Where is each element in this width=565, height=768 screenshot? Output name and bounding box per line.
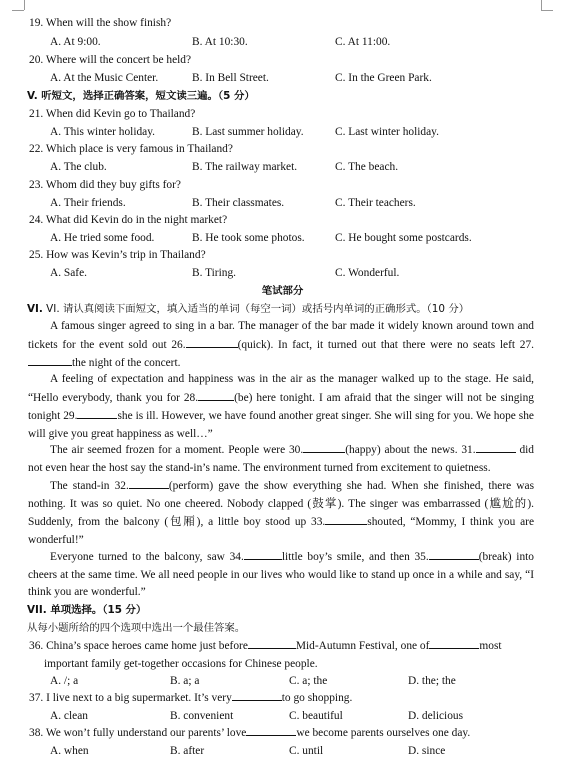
option-c: C. Wonderful.: [335, 267, 400, 279]
options-21: [0, 123, 565, 141]
blank-38[interactable]: [246, 724, 296, 736]
blank-28[interactable]: [198, 389, 234, 401]
option-c: C. beautiful: [289, 710, 343, 722]
option-c: C. He bought some postcards.: [335, 232, 472, 244]
option-b: B. a; a: [170, 675, 200, 687]
option-a: A. This winter holiday.: [50, 126, 156, 138]
option-a: A. At the Music Center.: [50, 72, 159, 84]
option-b: B. Their classmates.: [192, 197, 285, 209]
blank-30[interactable]: [303, 441, 345, 453]
options-22: [0, 158, 565, 176]
blank-33[interactable]: [325, 513, 367, 525]
section-vii-instructions: 从每小题所给的四个选项中选出一个最佳答案。: [27, 622, 246, 634]
written-part-title: 笔试部分: [261, 285, 304, 297]
passage-paragraph-1: A famous singer agreed to sing in a bar. The manager of the bar made it widely known around town and tickets for the event sold out 26. (quick). In fact, it turned out that there were no seats left 27.the night of the concert.: [28, 320, 535, 370]
option-c: C. At 11:00.: [335, 36, 391, 48]
option-c: C. until: [289, 745, 324, 757]
crop-mark-left-h: [12, 10, 24, 11]
option-a: A. Their friends.: [50, 197, 126, 209]
options-24: [0, 229, 565, 247]
option-c: C. The beach.: [335, 161, 399, 173]
section-v-title: V. 听短文，选择正确答案，短文读三遍。（5 分）: [27, 90, 255, 102]
options-20: [0, 69, 565, 87]
option-d: D. the; the: [408, 675, 456, 687]
passage-paragraph-5: Everyone turned to the balcony, saw 34. little boy’s smile, and then 35. (break) into cheers at the same time. We all need people in our lives who would like to stand up once in a while and say, “I think you are wonderful.”: [28, 548, 534, 602]
question-24: 24. What did Kevin do in the night market?: [29, 214, 228, 226]
passage-paragraph-3: The air seemed frozen for a moment. People were 30. (happy) about the news. 31. did not even hear the host say the stand-in’s name. The environment turned from excitement to quietness.: [28, 441, 534, 477]
question-36-line2: important family get-together occasions for Chinese people.: [44, 658, 318, 670]
options-38: [0, 742, 565, 760]
options-19: [0, 33, 565, 51]
option-c: C. a; the: [289, 675, 328, 687]
blank-31[interactable]: [476, 441, 516, 453]
option-d: D. delicious: [408, 710, 464, 722]
option-b: B. Tiring.: [192, 267, 237, 279]
crop-mark-right-h: [541, 10, 553, 11]
option-b: B. after: [170, 745, 205, 757]
options-36: [0, 672, 565, 690]
blank-27[interactable]: [28, 354, 72, 366]
section-vii-title: VII. 单项选择。（15 分）: [27, 604, 147, 616]
blank-29[interactable]: [77, 407, 117, 419]
blank-36b[interactable]: [429, 637, 479, 649]
blank-35[interactable]: [429, 548, 479, 560]
option-a: A. Safe.: [50, 267, 88, 279]
question-38: 38. We won’t fully understand our parents’ love we become parents ourselves one day.: [0, 724, 565, 742]
blank-26[interactable]: [186, 336, 238, 348]
option-c: C. In the Green Park.: [335, 72, 432, 84]
options-23: [0, 194, 565, 212]
option-a: A. The club.: [50, 161, 107, 173]
question-25: 25. How was Kevin’s trip in Thailand?: [29, 249, 206, 261]
crop-mark-left: [24, 0, 25, 10]
crop-mark-right: [541, 0, 542, 10]
option-a: A. /; a: [50, 675, 79, 687]
blank-32[interactable]: [129, 477, 169, 489]
blank-36a[interactable]: [248, 637, 296, 649]
question-21: 21. When did Kevin go to Thailand?: [29, 108, 196, 120]
passage-paragraph-2: A feeling of expectation and happiness was in the air as the manager walked up to the stage. He said, “Hello everybody, thank you for 28. (be) here tonight. I am afraid that the singer will not be singing tonight 29. she is ill. However, we have found another great singer. She will sing for you. We hope she will give you great happiness as well…”: [28, 373, 534, 440]
option-c: C. Their teachers.: [335, 197, 416, 209]
question-20: 20. Where will the concert be held?: [29, 54, 192, 66]
passage-paragraph-4: The stand-in 32. (perform) gave the show everything she had. When she finished, there was nothing. It was so quiet. No one cheered. Nobody clapped (鼓掌). The singer was embarrassed (尴尬的). Suddenly, from the balcony (包厢), a little boy stood up 33. shouted, “Mommy, I think you are wonderful!”: [28, 477, 534, 549]
question-36: 36. China’s space heroes came home just before Mid-Autumn Festival, one of most: [0, 637, 565, 655]
options-37: [0, 707, 565, 725]
option-a: A. At 9:00.: [50, 36, 101, 48]
section-vi-title: VI. VI. 请认真阅读下面短文，填入适当的单词（每空一词）或括号内单词的正确形式。（10 分）: [27, 303, 470, 315]
option-b: B. He took some photos.: [192, 232, 305, 244]
option-a: A. clean: [50, 710, 88, 722]
blank-34[interactable]: [244, 548, 282, 560]
option-b: B. convenient: [170, 710, 234, 722]
option-b: B. At 10:30.: [192, 36, 248, 48]
option-a: A. He tried some food.: [50, 232, 155, 244]
option-b: B. The railway market.: [192, 161, 298, 173]
option-d: D. since: [408, 745, 446, 757]
option-c: C. Last winter holiday.: [335, 126, 439, 138]
options-25: [0, 264, 565, 282]
question-23: 23. Whom did they buy gifts for?: [29, 179, 181, 191]
question-22: 22. Which place is very famous in Thailand?: [29, 143, 233, 155]
option-b: B. In Bell Street.: [192, 72, 269, 84]
question-37: 37. I live next to a big supermarket. It’s very to go shopping.: [0, 689, 565, 707]
option-b: B. Last summer holiday.: [192, 126, 304, 138]
blank-37[interactable]: [232, 689, 282, 701]
option-a: A. when: [50, 745, 89, 757]
question-19: 19. When will the show finish?: [29, 17, 172, 29]
